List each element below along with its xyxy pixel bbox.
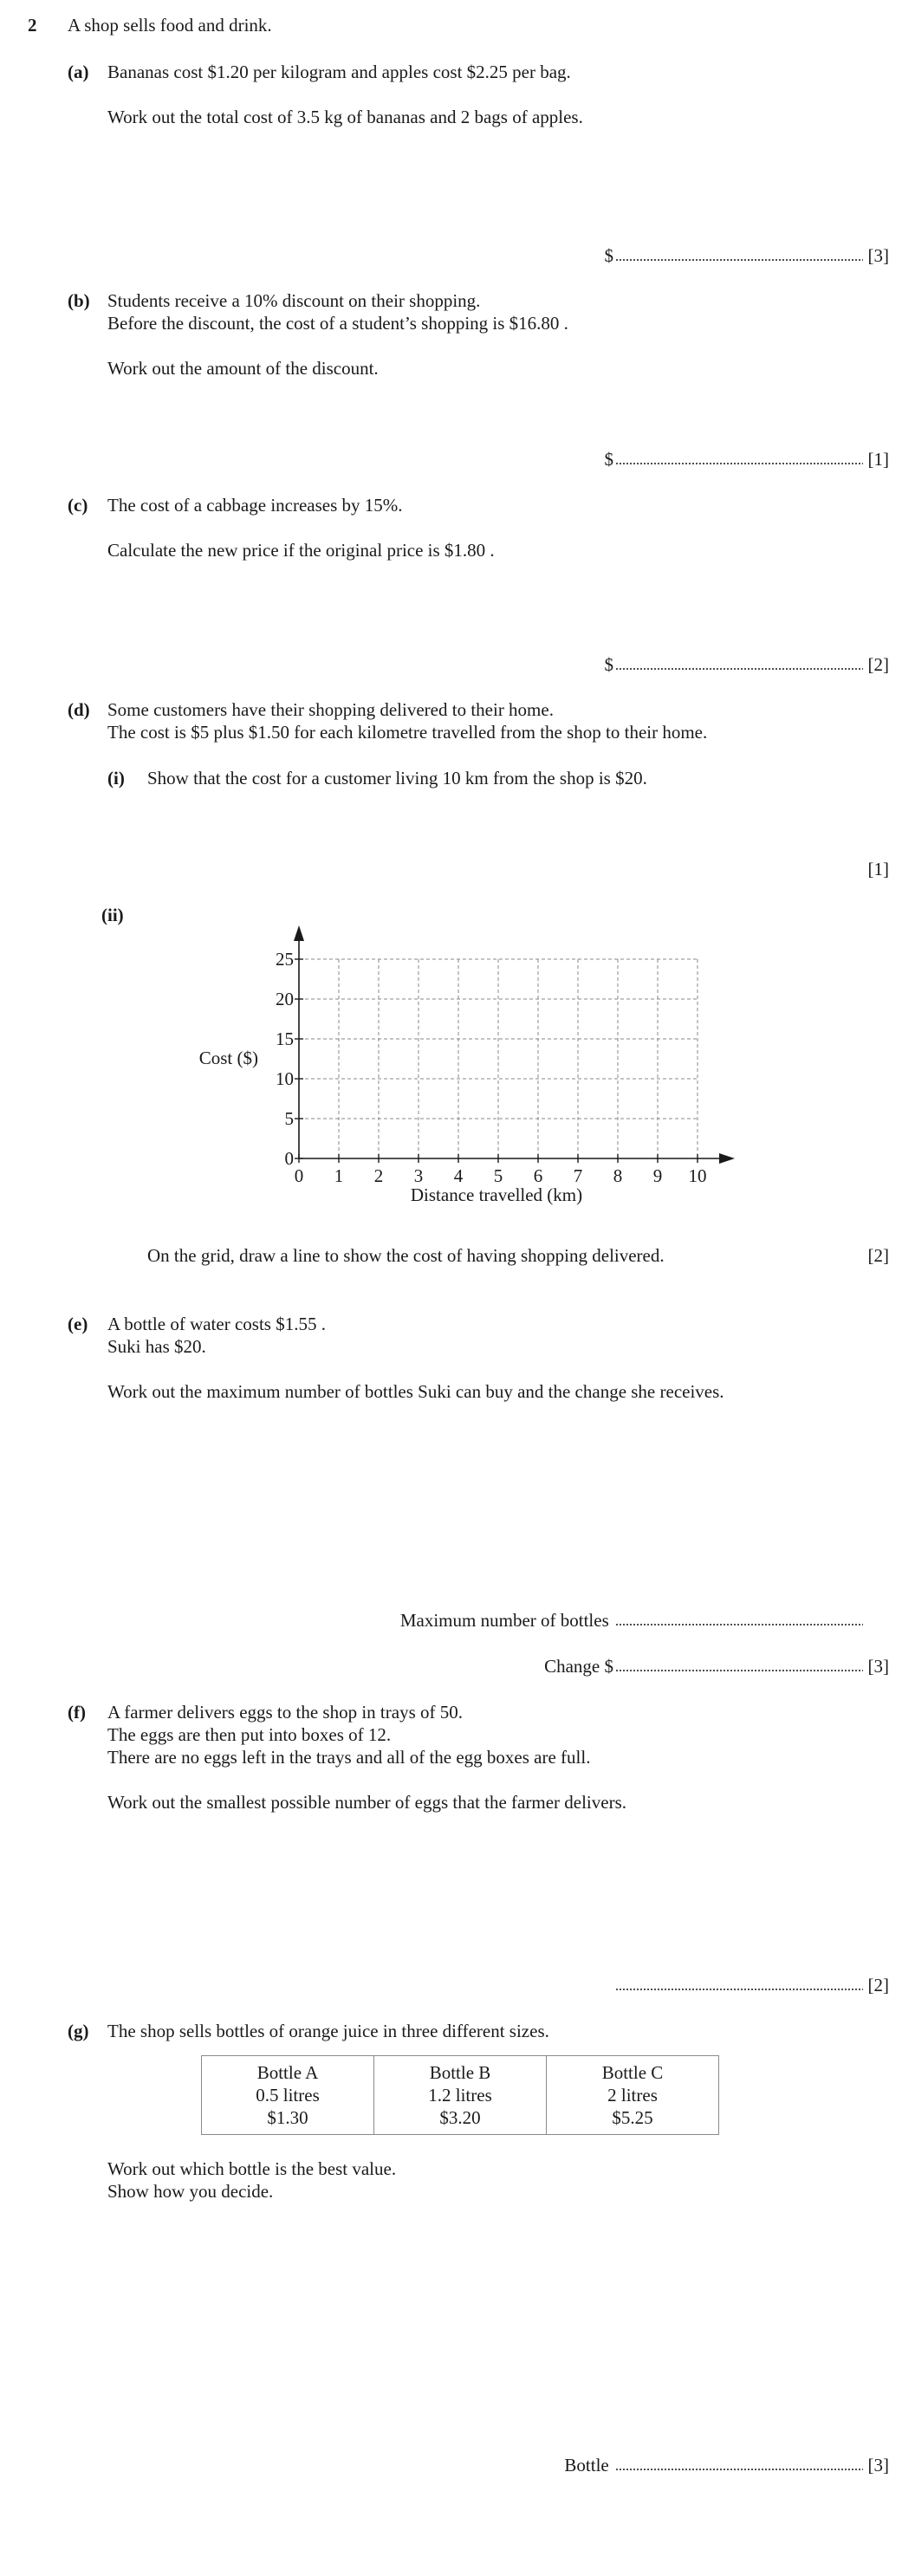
part-d-label: (d) xyxy=(68,699,90,720)
part-d-i-text: Show that the cost for a customer living 10 km from the shop is $20. xyxy=(147,768,647,788)
part-e-label: (e) xyxy=(68,1314,88,1334)
y-tick-label: 25 xyxy=(276,949,294,970)
x-tick-label: 7 xyxy=(573,1165,583,1186)
part-a-label: (a) xyxy=(68,62,89,82)
x-tick-label: 2 xyxy=(373,1165,384,1186)
bottle-name: Bottle C xyxy=(601,2062,664,2083)
part-f-label: (f) xyxy=(68,1702,86,1723)
x-tick-label: 3 xyxy=(413,1165,424,1186)
question-number: 2 xyxy=(28,15,37,36)
bottle-name: Bottle B xyxy=(429,2062,491,2083)
y-axis-label: Cost ($) xyxy=(198,1048,258,1068)
part-b-text-2: Before the discount, the cost of a student’s shopping is $16.80 . xyxy=(107,313,568,334)
part-e-text-2: Suki has $20. xyxy=(107,1336,206,1357)
dotted-answer-line xyxy=(615,1623,863,1626)
bottle-name: Bottle A xyxy=(256,2062,319,2083)
x-tick-label: 8 xyxy=(613,1165,623,1186)
part-e-answer-bottles[interactable] xyxy=(400,1609,863,1632)
dotted-answer-line xyxy=(615,1988,863,1991)
part-g-answer-line[interactable] xyxy=(564,2454,863,2476)
y-tick-label: 20 xyxy=(276,989,294,1009)
dotted-answer-line xyxy=(615,2468,863,2471)
part-b-text-1: Students receive a 10% discount on their shopping. xyxy=(107,290,481,311)
x-tick-label: 4 xyxy=(453,1165,464,1186)
delivery-cost-grid[interactable] xyxy=(0,0,915,1213)
part-b-marks: [1] xyxy=(867,449,889,470)
bottle-size: 2 litres xyxy=(607,2085,658,2106)
part-d-i-label: (i) xyxy=(107,768,125,788)
part-c-text-1: The cost of a cabbage increases by 15%. xyxy=(107,495,403,516)
y-tick-label: 5 xyxy=(284,1108,294,1129)
x-tick-label: 0 xyxy=(294,1165,304,1186)
x-tick-label: 5 xyxy=(493,1165,503,1186)
bottle-size: 0.5 litres xyxy=(256,2085,320,2106)
part-f-text-3: There are no eggs left in the trays and all of the egg boxes are full. xyxy=(107,1747,591,1768)
part-e-text-3: Work out the maximum number of bottles Suki can buy and the change she receives. xyxy=(107,1381,724,1402)
part-d-ii-label: (ii) xyxy=(101,905,124,925)
part-d-ii-marks: [2] xyxy=(867,1245,889,1266)
part-d-text-2: The cost is $5 plus $1.50 for each kilometre travelled from the shop to their home. xyxy=(107,722,708,743)
answer-prefix: $ xyxy=(604,245,613,266)
x-tick-label: 9 xyxy=(652,1165,663,1186)
part-g-label: (g) xyxy=(68,2021,89,2041)
part-e-text-1: A bottle of water costs $1.55 . xyxy=(107,1314,326,1334)
part-d-text-1: Some customers have their shopping delivered to their home. xyxy=(107,699,554,720)
tick-marks xyxy=(295,959,698,1163)
part-a-marks: [3] xyxy=(867,245,889,266)
bottle-size: 1.2 litres xyxy=(428,2085,492,2106)
x-axis-arrow-icon xyxy=(719,1153,735,1164)
x-axis-label: Distance travelled (km) xyxy=(410,1184,583,1205)
question-intro: A shop sells food and drink. xyxy=(68,15,272,36)
y-axis-arrow-icon xyxy=(294,925,304,941)
part-g-marks: [3] xyxy=(867,2455,889,2475)
y-tick-label: 15 xyxy=(276,1028,294,1049)
dotted-answer-line xyxy=(615,1669,863,1672)
part-b-label: (b) xyxy=(68,290,90,311)
bottle-price: $1.30 xyxy=(267,2107,308,2128)
part-c-text-2: Calculate the new price if the original price is $1.80 . xyxy=(107,540,495,561)
part-g-text-3: Show how you decide. xyxy=(107,2181,274,2202)
x-tick-label: 10 xyxy=(688,1165,707,1186)
part-f-text-4: Work out the smallest possible number of eggs that the farmer delivers. xyxy=(107,1792,626,1813)
part-e-marks: [3] xyxy=(867,1656,889,1677)
part-d-ii-text: On the grid, draw a line to show the cost of having shopping delivered. xyxy=(147,1245,665,1266)
answer-prefix: Bottle xyxy=(564,2455,609,2475)
grid-lines xyxy=(299,959,698,1158)
tick-labels xyxy=(276,949,707,1186)
part-b-text-3: Work out the amount of the discount. xyxy=(107,358,379,379)
bottle-price: $5.25 xyxy=(612,2107,653,2128)
part-g-text-2: Work out which bottle is the best value. xyxy=(107,2158,397,2179)
bottle-price: $3.20 xyxy=(439,2107,481,2128)
axes xyxy=(294,925,735,1164)
x-tick-label: 6 xyxy=(533,1165,543,1186)
bottle-b-cell xyxy=(374,2056,547,2135)
part-a-text-1: Bananas cost $1.20 per kilogram and apples cost $2.25 per bag. xyxy=(107,62,571,82)
part-f-text-1: A farmer delivers eggs to the shop in trays of 50. xyxy=(107,1702,463,1723)
part-f-answer-line[interactable] xyxy=(613,1974,863,1996)
part-d-i-marks: [1] xyxy=(867,859,889,879)
y-tick-label: 0 xyxy=(284,1148,294,1169)
part-c-marks: [2] xyxy=(867,654,889,675)
bottle-table xyxy=(201,2055,719,2135)
part-e-answer-change[interactable] xyxy=(544,1655,863,1677)
bottle-a-cell xyxy=(202,2056,374,2135)
y-tick-label: 10 xyxy=(276,1068,294,1089)
answer-prefix: Change $ xyxy=(544,1656,613,1677)
answer-prefix: $ xyxy=(604,654,613,675)
part-f-text-2: The eggs are then put into boxes of 12. xyxy=(107,1724,392,1745)
part-f-marks: [2] xyxy=(867,1975,889,1995)
x-tick-label: 1 xyxy=(334,1165,344,1186)
part-c-label: (c) xyxy=(68,495,88,516)
answer-prefix: $ xyxy=(604,449,613,470)
answer-prefix: Maximum number of bottles xyxy=(399,1610,609,1631)
part-a-text-2: Work out the total cost of 3.5 kg of bananas and 2 bags of apples. xyxy=(107,107,583,127)
bottle-c-cell xyxy=(547,2056,719,2135)
part-g-text-1: The shop sells bottles of orange juice in three different sizes. xyxy=(107,2021,549,2041)
